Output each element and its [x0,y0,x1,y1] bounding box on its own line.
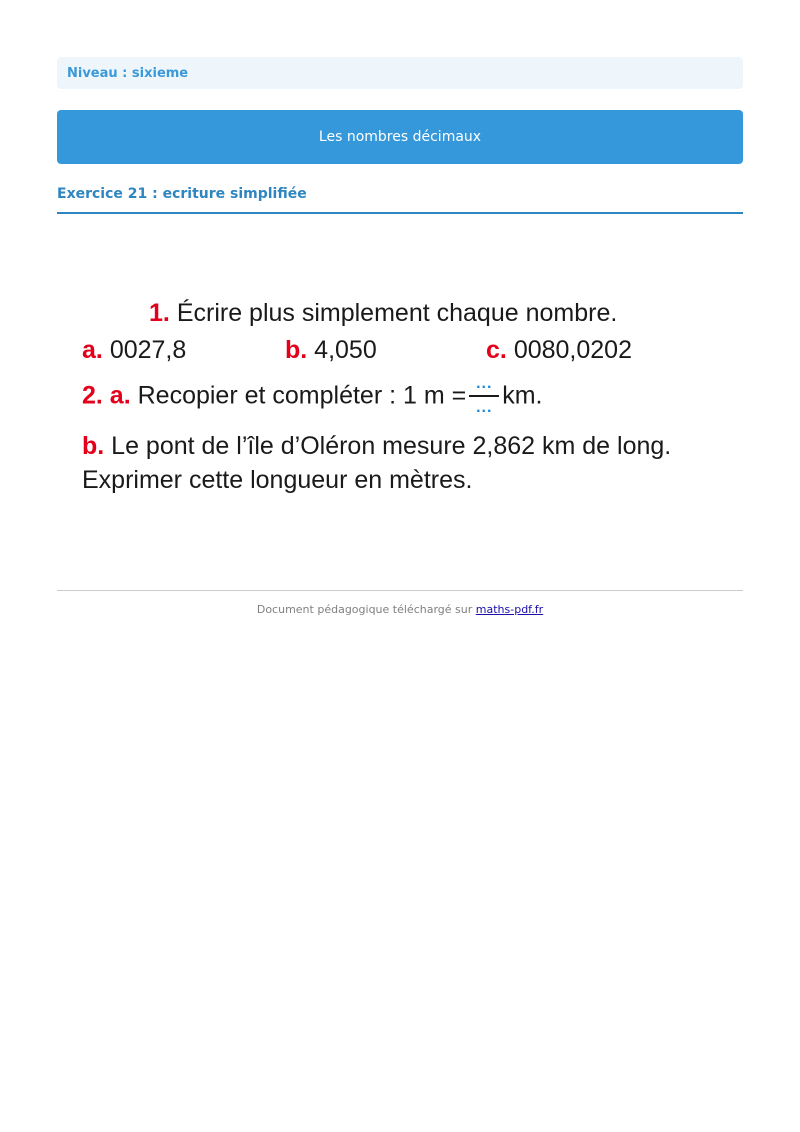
exercise-title: Exercice 21 : ecriture simplifiée [57,186,307,202]
fraction-numerator-dots: ... [476,375,493,392]
footer-text: Document pédagogique téléchargé sur [256,603,473,616]
item-c-value: 0080,0202 [513,336,632,364]
question-1 [149,298,617,328]
exercise-heading [57,186,743,214]
question-2a [82,375,543,416]
fraction-blank [469,375,499,416]
level-bar [57,57,743,89]
item-b-label: b. [285,336,308,364]
question-2b-label: b. [82,432,105,460]
item-a-label: a. [82,336,103,364]
question-2b [82,431,671,461]
question-1-number: 1. [149,299,170,327]
question-2b-line-2: Exprimer cette longueur en mètres. [82,466,473,494]
footer-link[interactable]: maths-pdf.fr [475,603,544,616]
question-1-text: Écrire plus simplement chaque nombre. [176,299,618,327]
chapter-title: Les nombres décimaux [318,129,482,145]
question-2b-continuation [82,465,472,495]
item-a [82,335,186,365]
question-2a-unit: km. [502,381,543,410]
question-2a-number: 2. a. [82,381,131,410]
fraction-bar [469,395,499,397]
item-c-label: c. [486,336,507,364]
question-2b-line-1: Le pont de l’île d’Oléron mesure 2,862 km de long. [111,432,672,460]
item-a-value: 0027,8 [109,336,187,364]
item-c [486,335,632,365]
level-label: Niveau : sixieme [67,65,189,81]
fraction-denominator-dots: ... [476,399,493,416]
exercise-content [57,290,743,510]
footer-divider [57,590,743,591]
chapter-title-banner [57,110,743,164]
item-b [285,335,377,365]
question-2a-text: Recopier et compléter : 1 m = [137,381,467,410]
item-b-value: 4,050 [314,336,377,364]
footer [57,603,743,616]
